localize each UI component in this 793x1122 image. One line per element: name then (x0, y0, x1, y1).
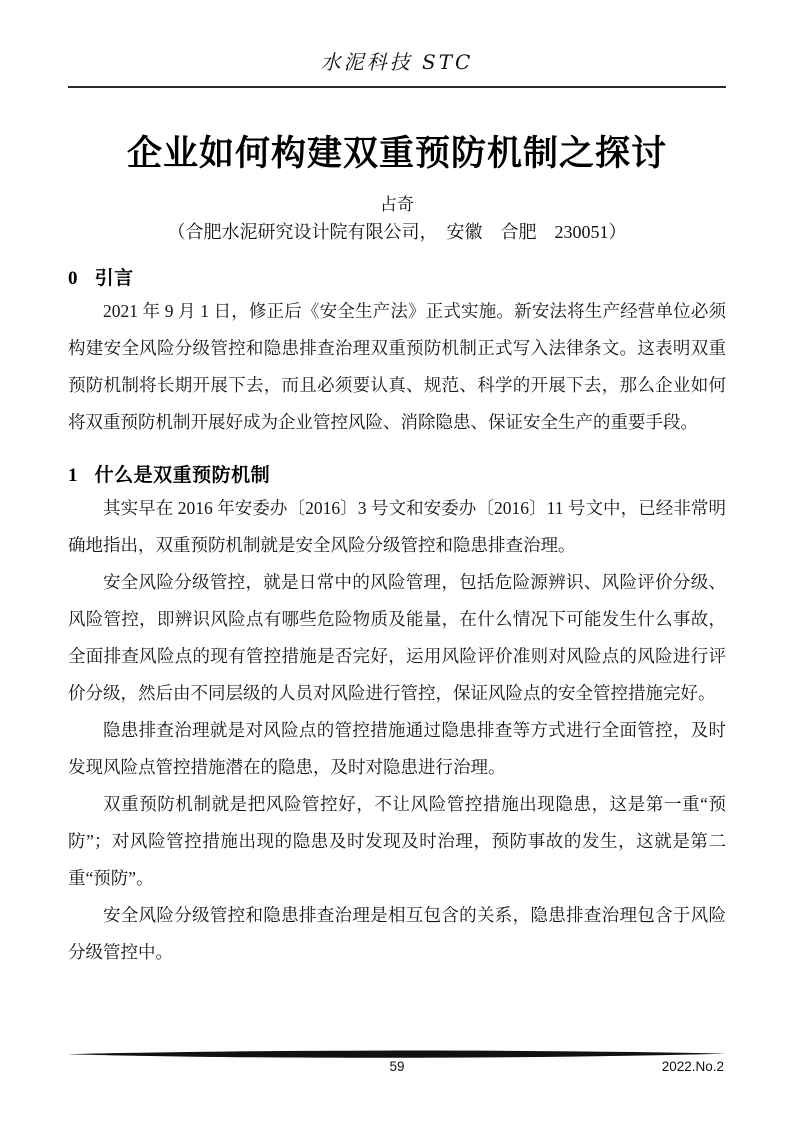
section-heading-1 (68, 460, 726, 487)
article-affiliation: （合肥水泥研究设计院有限公司， 安徽 合肥 230051） (167, 222, 627, 243)
article-title: 企业如何构建双重预防机制之探讨 (126, 134, 667, 173)
section-number: 0 (68, 268, 78, 290)
paragraph: 2021 年 9 月 1 日，修正后《安全生产法》正式实施。新安法将生产经营单位必须构建安全风险分级管控和隐患排查治理双重预防机制正式写入法律条文。这表明双重预防机制将长期开展下去，而且必须要认真、规范、科学的开展下去，那么企业如何将双重预防机制开展好成为企业管控风险、消除隐患、保证安全生产的重要手段。 (68, 301, 726, 433)
page-footer (68, 1050, 726, 1077)
issue-label: 2022.No.2 (661, 1059, 724, 1074)
footer-row (68, 1059, 726, 1077)
journal-name: 水泥科技 STC (320, 50, 474, 74)
paragraph: 隐患排查治理就是对风险点的管控措施通过隐患排查等方式进行全面管控，及时发现风险点管控措施潜在的隐患，及时对隐患进行治理。 (68, 720, 726, 778)
paragraph: 其实早在 2016 年安委办〔2016〕3 号文和安委办〔2016〕11 号文中，已经非常明确地指出，双重预防机制就是安全风险分级管控和隐患排查治理。 (68, 498, 726, 556)
section-heading-0 (68, 263, 726, 290)
paragraph: 安全风险分级管控和隐患排查治理是相互包含的关系，隐患排查治理包含于风险分级管控中。 (68, 905, 726, 963)
section-title: 什么是双重预防机制 (94, 465, 271, 487)
article-author: 占奇 (380, 195, 414, 215)
page-number: 59 (389, 1059, 405, 1074)
paragraph: 双重预防机制就是把风险管控好，不让风险管控措施出现隐患，这是第一重“预防”；对风险管控措施出现的隐患及时发现及时治理，预防事故的发生，这就是第二重“预防”。 (68, 794, 726, 889)
footer-tapered-rule (68, 1050, 726, 1058)
section-number: 1 (68, 465, 78, 487)
section-title: 引言 (94, 268, 134, 290)
running-head (68, 0, 726, 88)
paragraph: 安全风险分级管控，就是日常中的风险管理，包括危险源辨识、风险评价分级、风险管控，即辨识风险点有哪些危险物质及能量，在什么情况下可能发生什么事故，全面排查风险点的现有管控措施是否完好，运用风险评价准则对风险点的风险进行评价分级，然后由不同层级的人员对风险进行管控，保证风险点的安全管控措施完好。 (68, 572, 726, 704)
